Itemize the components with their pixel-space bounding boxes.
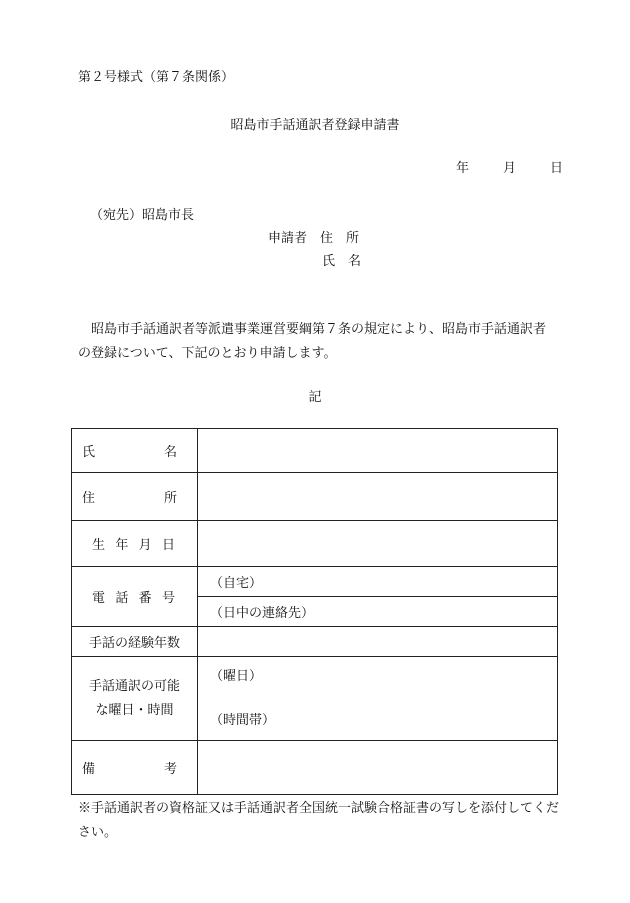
table-row (72, 627, 558, 657)
attachment-note: ※手話通訳者の資格証又は手話通訳者全国統一試験合格証書の写しを添付してください。 (78, 801, 560, 840)
label-char: 電 (92, 591, 106, 606)
availability-time-label: （時間帯） (210, 712, 276, 728)
table-row (72, 473, 558, 521)
birthdate-label-cell (72, 521, 198, 567)
form-number: 第２号様式（第７条関係） (78, 70, 235, 85)
availability-field[interactable] (198, 657, 558, 741)
name-label-cell (72, 429, 198, 473)
applicant-name-label: 氏 名 (322, 254, 362, 269)
label-char: 年 (115, 538, 129, 553)
label-char: 話 (115, 591, 129, 606)
label-char: 住 (82, 491, 96, 506)
experience-label-cell (72, 627, 198, 657)
phone-home-label: （自宅） (210, 576, 263, 591)
body-text: 昭島市手話通訳者等派遣事業運営要綱第７条の規定により、昭島市手話通訳者の登録について、下記のとおり申請します。 (78, 322, 547, 361)
date-month: 月 (503, 161, 517, 176)
table-row (72, 521, 558, 567)
remarks-field[interactable] (198, 741, 558, 795)
applicant-address-label: 申請者 住 所 (268, 231, 360, 246)
table-row (72, 567, 558, 597)
phone-day-label: （日中の連絡先） (210, 606, 315, 621)
label-char: 日 (161, 538, 175, 553)
label-char: 号 (161, 591, 175, 606)
phone-day-field[interactable] (198, 597, 558, 627)
address-label-cell (72, 473, 198, 521)
date-year: 年 (456, 161, 470, 176)
label-char: 名 (163, 445, 177, 460)
birthdate-field[interactable] (198, 521, 558, 567)
document-title: 昭島市手話通訳者登録申請書 (230, 118, 400, 133)
label-char: 所 (163, 491, 177, 506)
remarks-label-cell (72, 741, 198, 795)
availability-label-line1: 手話通訳の可能 (88, 678, 180, 694)
label-char: 生 (92, 538, 106, 553)
availability-label-cell (72, 657, 198, 741)
table-row (72, 657, 558, 741)
application-table (71, 428, 558, 795)
availability-label-line2: な曜日・時間 (95, 702, 174, 718)
phone-label-cell (72, 567, 198, 627)
experience-label: 手話の経験年数 (88, 636, 180, 651)
availability-day-label: （曜日） (210, 668, 263, 684)
label-char: 考 (163, 762, 177, 777)
table-row (72, 741, 558, 795)
label-char: 月 (138, 538, 152, 553)
date-day: 日 (550, 161, 564, 176)
table-row (72, 429, 558, 473)
name-field[interactable] (198, 429, 558, 473)
ki-heading: 記 (308, 390, 322, 405)
experience-field[interactable] (198, 627, 558, 657)
label-char: 備 (82, 762, 96, 777)
label-char: 番 (138, 591, 152, 606)
date-line (456, 157, 563, 176)
label-char: 氏 (82, 445, 96, 460)
phone-home-field[interactable] (198, 567, 558, 597)
addressee: （宛先）昭島市長 (90, 208, 195, 223)
address-field[interactable] (198, 473, 558, 521)
